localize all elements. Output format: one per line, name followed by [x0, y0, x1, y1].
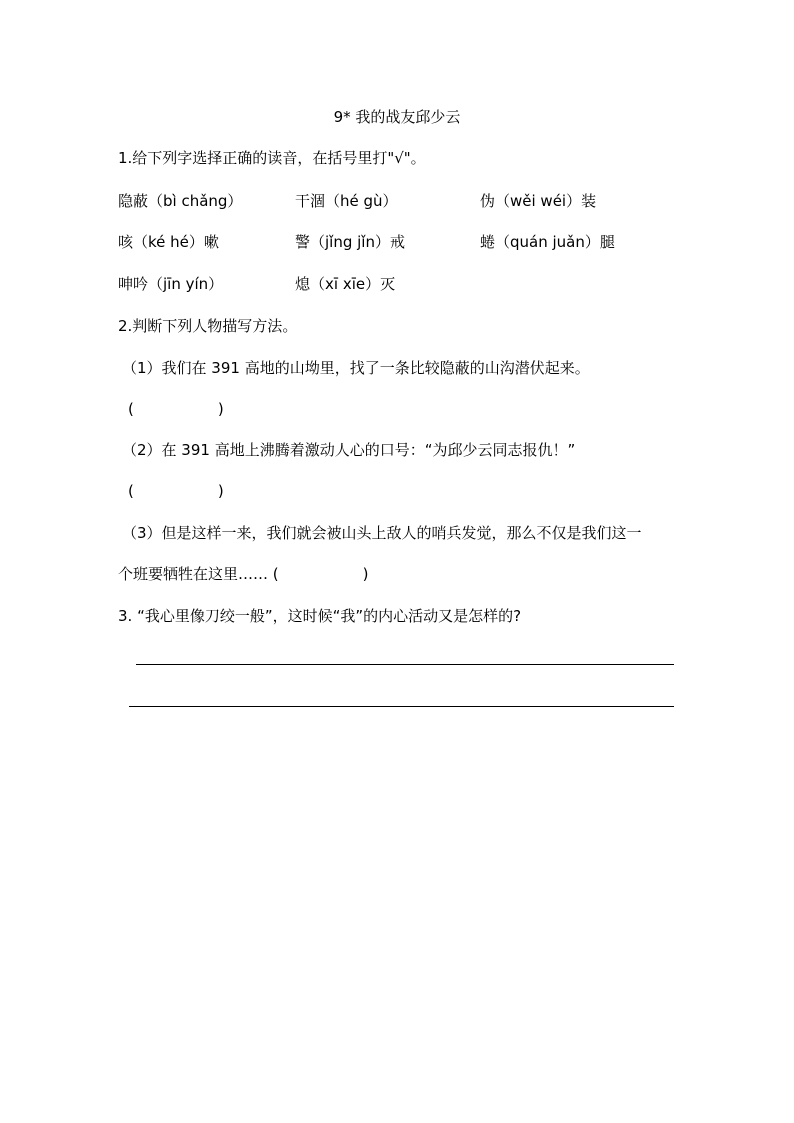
- question-2-item-1: （1）我们在 391 高地的山坳里，找了一条比较隐蔽的山沟潜伏起来。: [122, 359, 590, 377]
- question-2-item-3-line-2: [118, 564, 369, 584]
- paren-open: (: [128, 482, 134, 500]
- item-3-text: 个班要牺牲在这里……: [118, 565, 269, 583]
- paren-close: ): [362, 565, 369, 583]
- answer-blank-2[interactable]: [128, 481, 224, 501]
- question-2-prompt: 2.判断下列人物描写方法。: [118, 317, 298, 335]
- pinyin-choice-8[interactable]: 熄（xī xīe）灭: [295, 275, 396, 293]
- question-2-item-3-line-1: （3）但是这样一来，我们就会被山头上敌人的哨兵发觉，那么不仅是我们这一: [122, 524, 642, 542]
- paren-open: (: [272, 565, 279, 583]
- pinyin-choice-4[interactable]: 咳（ké hé）嗽: [118, 233, 219, 251]
- pinyin-choice-1[interactable]: 隐蔽（bì chǎng）: [118, 192, 243, 210]
- pinyin-choice-7[interactable]: 呻吟（jīn yín）: [118, 275, 224, 293]
- pinyin-choice-2[interactable]: 干涸（hé gù）: [295, 192, 398, 210]
- question-2-item-2: （2）在 391 高地上沸腾着激动人心的口号：“为邱少云同志报仇！”: [122, 441, 576, 459]
- answer-blank-1[interactable]: [128, 399, 224, 419]
- pinyin-choice-5[interactable]: 警（jǐng jǐn）戒: [295, 233, 405, 251]
- paren-open: (: [128, 400, 134, 418]
- paren-close: ): [217, 400, 224, 418]
- pinyin-choice-6[interactable]: 蜷（quán juǎn）腿: [480, 233, 615, 251]
- question-3-prompt: 3. “我心里像刀绞一般”，这时候“我”的内心活动又是怎样的?: [118, 607, 522, 625]
- page-title: 9* 我的战友邱少云: [333, 108, 461, 126]
- question-1-prompt: 1.给下列字选择正确的读音，在括号里打"√"。: [118, 149, 426, 167]
- paren-close: ): [217, 482, 224, 500]
- answer-line-2[interactable]: [129, 706, 674, 707]
- pinyin-choice-3[interactable]: 伪（wěi wéi）装: [480, 192, 597, 210]
- answer-blank-3[interactable]: [273, 565, 369, 583]
- answer-line-1[interactable]: [136, 664, 674, 665]
